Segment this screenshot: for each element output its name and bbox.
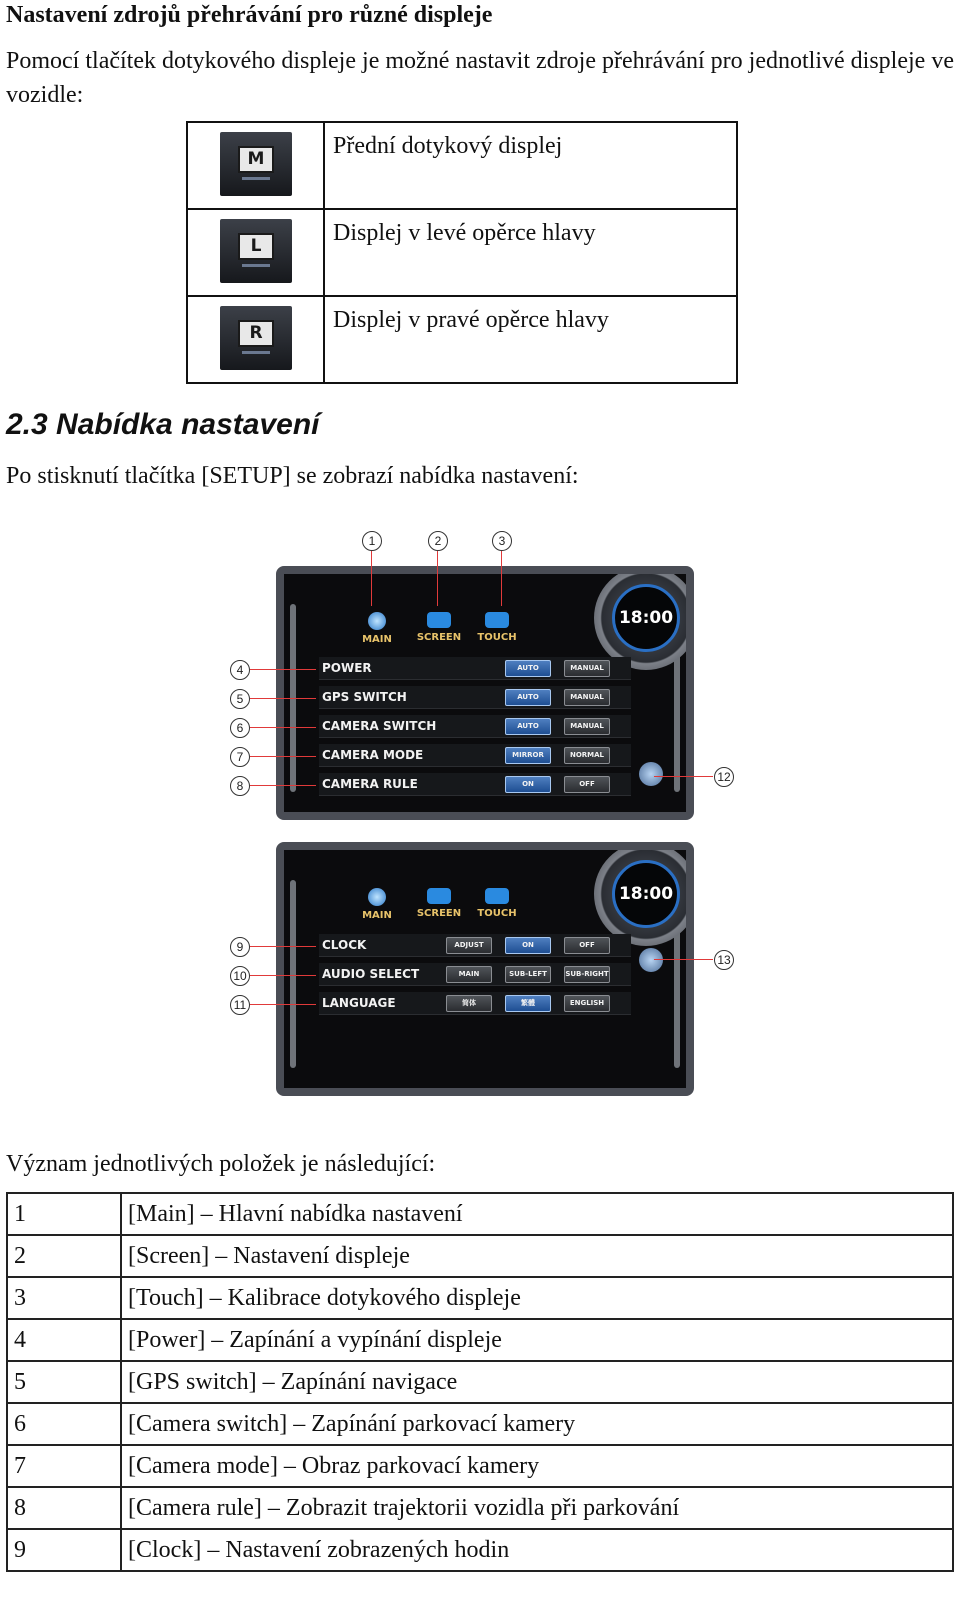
setup-text: Po stisknutí tlačítka [SETUP] se zobrazí nabídka nastavení:: [6, 463, 579, 489]
tab-screen[interactable]: SCREEN: [404, 888, 474, 919]
camera-rule-on-button[interactable]: ON: [505, 776, 551, 793]
gps-manual-button[interactable]: MANUAL: [564, 689, 610, 706]
table-row: 4 [Power] – Zapínání a vypínání displeje: [7, 1319, 953, 1361]
setup-screen-2: [276, 842, 694, 1096]
legend-table: [6, 1192, 954, 1572]
left-display-icon[interactable]: L: [220, 219, 292, 283]
tab-touch[interactable]: TOUCH: [462, 888, 532, 919]
table-row: 2 [Screen] – Nastavení displeje: [7, 1235, 953, 1277]
clock-off-button[interactable]: OFF: [564, 937, 610, 954]
language-english-button[interactable]: ENGLISH: [564, 995, 610, 1012]
section-title: 2.3 Nabídka nastavení: [6, 408, 320, 441]
source-row-left: [187, 209, 737, 296]
callout-2: 2: [428, 531, 448, 551]
setting-row-audio-select: AUDIO SELECT MAIN SUB-LEFT SUB-RIGHT: [319, 963, 631, 986]
right-display-icon[interactable]: R: [220, 306, 292, 370]
audio-sub-left-button[interactable]: SUB-LEFT: [505, 966, 551, 983]
source-label: Přední dotykový displej: [324, 122, 737, 209]
scroll-down-button[interactable]: [639, 762, 663, 786]
setting-row-camera-rule: CAMERA RULE ON OFF: [319, 773, 631, 796]
setting-row-gps-switch: GPS SWITCH AUTO MANUAL: [319, 686, 631, 709]
tools-icon: [427, 612, 451, 628]
callout-4: 4: [230, 660, 250, 680]
setting-row-power: POWER AUTO MANUAL: [319, 657, 631, 680]
tab-touch[interactable]: TOUCH: [462, 612, 532, 643]
language-simplified-button[interactable]: 简体: [446, 995, 492, 1012]
camera-switch-manual-button[interactable]: MANUAL: [564, 718, 610, 735]
tab-main[interactable]: MAIN: [342, 888, 412, 921]
touch-icon: [485, 612, 509, 628]
camera-switch-auto-button[interactable]: AUTO: [505, 718, 551, 735]
callout-10: 10: [230, 966, 250, 986]
source-label: Displej v levé opěrce hlavy: [324, 209, 737, 296]
power-auto-button[interactable]: AUTO: [505, 660, 551, 677]
clock-adjust-button[interactable]: ADJUST: [446, 937, 492, 954]
setup-screen-1: [276, 566, 694, 820]
camera-rule-off-button[interactable]: OFF: [564, 776, 610, 793]
setting-row-camera-mode: CAMERA MODE MIRROR NORMAL: [319, 744, 631, 767]
callout-8: 8: [230, 776, 250, 796]
scroll-up-button[interactable]: [639, 948, 663, 972]
clock-on-button[interactable]: ON: [505, 937, 551, 954]
camera-mode-normal-button[interactable]: NORMAL: [564, 747, 610, 764]
intro-paragraph: Pomocí tlačítek dotykového displeje je možné nastavit zdroje přehrávání pro jednotlivé displeje ve vozidle:: [6, 48, 954, 108]
setting-row-language: LANGUAGE 简体 繁體 ENGLISH: [319, 992, 631, 1015]
display-source-table: [186, 121, 738, 384]
audio-main-button[interactable]: MAIN: [446, 966, 492, 983]
callout-12: 12: [714, 767, 734, 787]
tools-icon: [427, 888, 451, 904]
table-row: 3 [Touch] – Kalibrace dotykového displeje: [7, 1277, 953, 1319]
callout-5: 5: [230, 689, 250, 709]
table-row: 8 [Camera rule] – Zobrazit trajektorii vozidla při parkování: [7, 1487, 953, 1529]
tab-screen[interactable]: SCREEN: [404, 612, 474, 643]
callout-11: 11: [230, 995, 250, 1015]
table-row: 5 [GPS switch] – Zapínání navigace: [7, 1361, 953, 1403]
callout-1: 1: [362, 531, 382, 551]
callout-3: 3: [492, 531, 512, 551]
section-heading: Nastavení zdrojů přehrávání pro různé displeje: [6, 2, 493, 28]
touch-icon: [485, 888, 509, 904]
gps-auto-button[interactable]: AUTO: [505, 689, 551, 706]
table-row: 7 [Camera mode] – Obraz parkovací kamery: [7, 1445, 953, 1487]
source-label: Displej v pravé opěrce hlavy: [324, 296, 737, 383]
main-display-icon[interactable]: M: [220, 132, 292, 196]
source-row-right: [187, 296, 737, 383]
setting-row-clock: CLOCK ADJUST ON OFF: [319, 934, 631, 957]
callout-7: 7: [230, 747, 250, 767]
globe-icon: [368, 612, 386, 630]
source-row-main: [187, 122, 737, 209]
tab-main[interactable]: MAIN: [342, 612, 412, 645]
clock-widget: 18:00: [594, 842, 694, 946]
legend-intro: Význam jednotlivých položek je následující:: [6, 1151, 436, 1177]
table-row: 6 [Camera switch] – Zapínání parkovací kamery: [7, 1403, 953, 1445]
camera-mode-mirror-button[interactable]: MIRROR: [505, 747, 551, 764]
language-traditional-button[interactable]: 繁體: [505, 995, 551, 1012]
callout-9: 9: [230, 937, 250, 957]
callout-13: 13: [714, 950, 734, 970]
audio-sub-right-button[interactable]: SUB-RIGHT: [564, 966, 610, 983]
globe-icon: [368, 888, 386, 906]
table-row: 1 [Main] – Hlavní nabídka nastavení: [7, 1193, 953, 1235]
setting-row-camera-switch: CAMERA SWITCH AUTO MANUAL: [319, 715, 631, 738]
callout-6: 6: [230, 718, 250, 738]
power-manual-button[interactable]: MANUAL: [564, 660, 610, 677]
clock-widget: 18:00: [594, 566, 694, 670]
table-row: 9 [Clock] – Nastavení zobrazených hodin: [7, 1529, 953, 1571]
